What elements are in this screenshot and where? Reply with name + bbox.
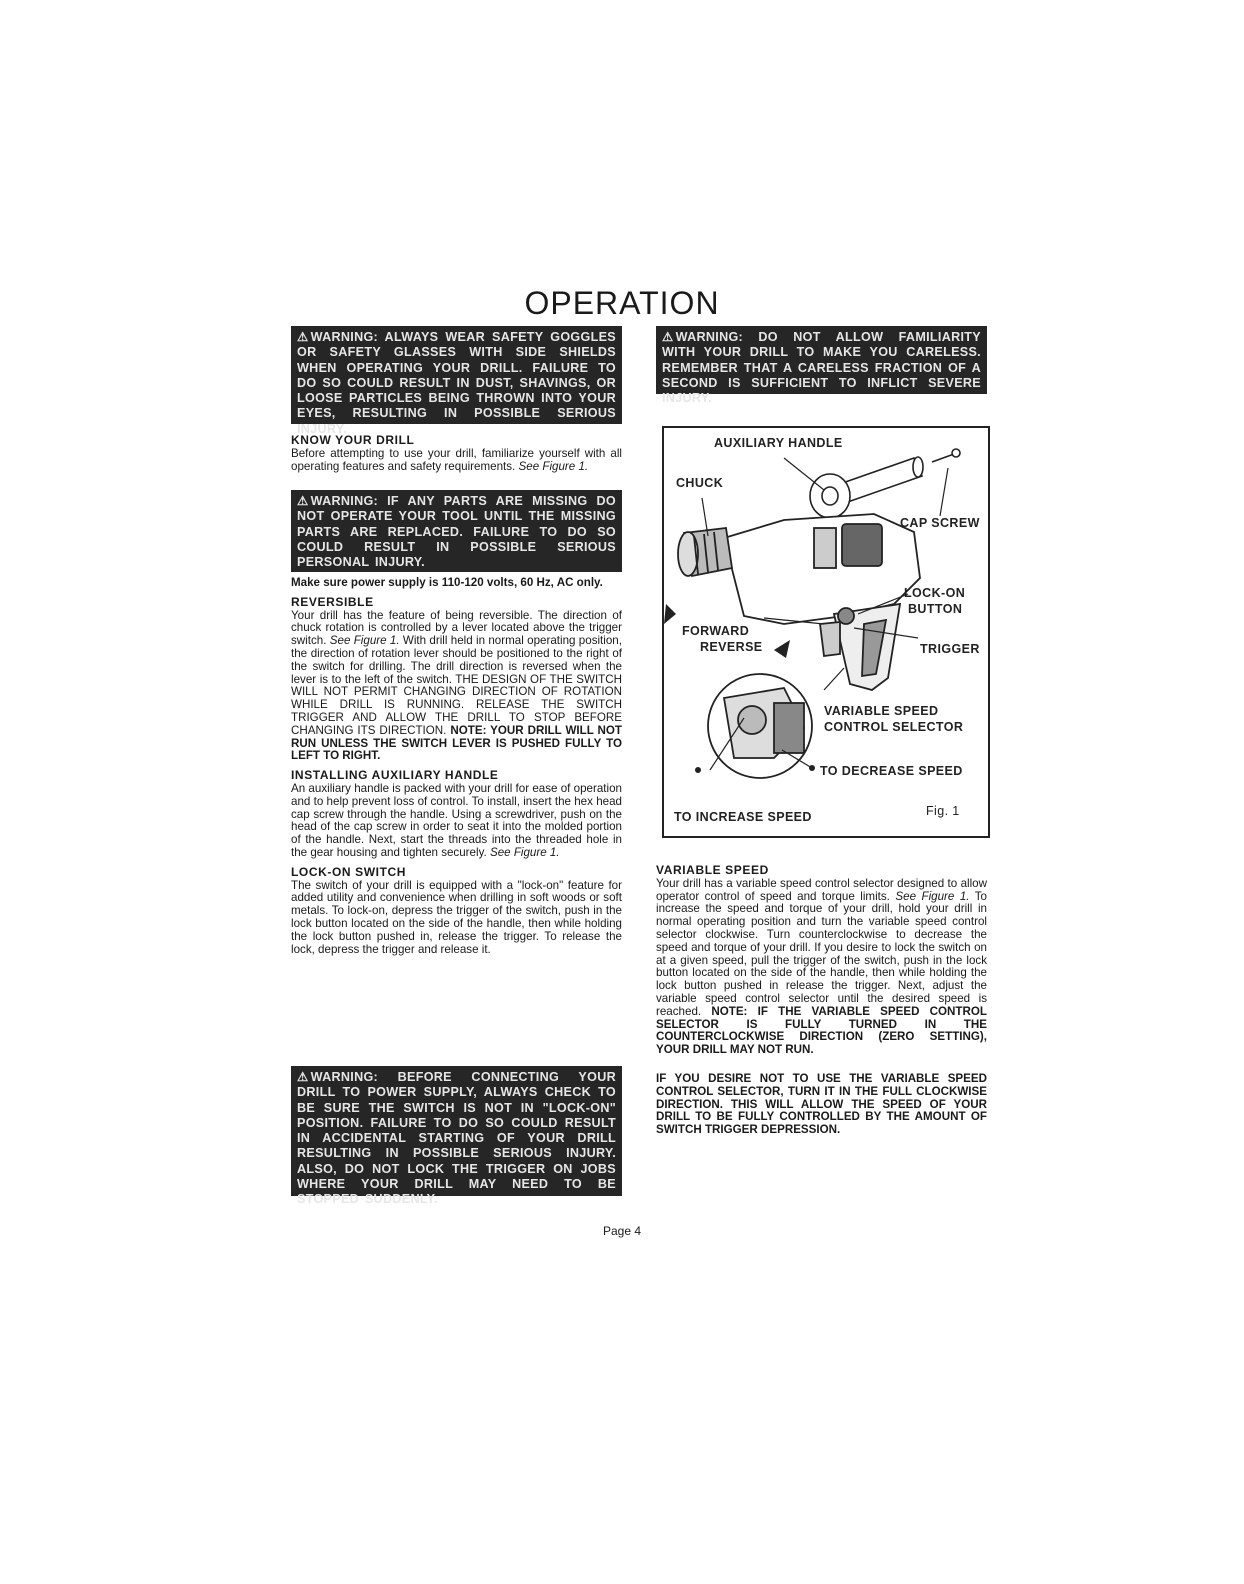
page-title: OPERATION bbox=[524, 285, 720, 321]
variable-speed-text: Your drill has a variable speed control selector designed to allow operator control of speed and torque limits. See Figure 1. To increase the speed and torque of your drill, hold your drill in normal operating position and turn the variable speed control selector clockwise. Turn counterclockwise to decrease the speed and torque of your drill. If you desire to lock the switch on at a given speed, pull the trigger of the switch, push in the lock button located on the side of the handle, then while holding the lock button pushed in release the trigger. Next, adjust the variable speed control selector until the desired speed is reached. NOTE: IF THE VARIABLE SPEED CONTROL SELECTOR IS FULLY TURNED IN THE COUNTERCLOCKWISE DIRECTION (ZERO SETTING), YOUR DRILL MAY NOT RUN. bbox=[656, 876, 988, 1057]
label-variable-speed: VARIABLE SPEED bbox=[824, 704, 939, 718]
warning-triangle-icon: ⚠ bbox=[297, 494, 309, 508]
section-heading: LOCK-ON SWITCH bbox=[291, 864, 407, 879]
label-cap-screw: CAP SCREW bbox=[900, 516, 980, 530]
label-chuck: CHUCK bbox=[676, 476, 724, 490]
body-text: Before attempting to use your drill, familiarize yourself with all operating features and safety requirements. bbox=[291, 446, 622, 473]
know-your-drill-section bbox=[291, 428, 622, 473]
warning-triangle-icon: ⚠ bbox=[297, 330, 309, 344]
label-forward: FORWARD bbox=[682, 624, 750, 638]
label-button: BUTTON bbox=[908, 602, 963, 616]
label-trigger: TRIGGER bbox=[920, 642, 980, 656]
reverse-arrow-icon bbox=[774, 640, 790, 658]
label-lock-on: LOCK-ON bbox=[904, 586, 966, 600]
auxiliary-handle-drawing bbox=[810, 449, 960, 518]
left-column-body bbox=[291, 577, 622, 956]
figure-reference: See Figure 1. bbox=[895, 889, 970, 903]
section-heading: VARIABLE SPEED bbox=[656, 863, 769, 877]
warning-safety-goggles bbox=[291, 326, 622, 436]
label-increase-speed: TO INCREASE SPEED bbox=[674, 810, 812, 824]
section-heading: KNOW YOUR DRILL bbox=[291, 433, 415, 447]
label-decrease-speed: TO DECREASE SPEED bbox=[820, 764, 963, 778]
figure-reference: See Figure 1. bbox=[489, 845, 560, 859]
lock-on-text: The switch of your drill is equipped with a "lock-on" feature for added utility and convenience when drilling in soft woods or soft metals. To lock-on, depress the trigger of the switch, push in the lock button located on the side of the handle, then while holding the lock button pushed in, release the trigger. To release the lock, depress the trigger and release it. bbox=[291, 878, 622, 956]
drill-body-drawing bbox=[678, 514, 920, 690]
reversible-note: NOTE: YOUR DRILL WILL NOT RUN UNLESS THE SWITCH LEVER IS PUSHED FULLY TO LEFT TO RIGHT. bbox=[291, 723, 623, 763]
label-auxiliary-handle: AUXILIARY HANDLE bbox=[714, 436, 843, 450]
reversible-text: Your drill has the feature of being reversible. The direction of chuck rotation is controlled by a lever located above the trigger switch. See Figure 1. With drill held in normal operating position, the direction of rotation lever should be positioned to the right of the switch for drilling. The drill direction is reversed when the lever is to the left of the switch. THE DESIGN OF THE SWITCH WILL NOT PERMIT CHANGING DIRECTION OF ROTATION WHILE DRILL IS RUNNING. RELEASE THE SWITCH TRIGGER AND ALLOW THE DRILL TO STOP BEFORE CHANGING ITS DIRECTION. NOTE: YOUR DRILL WILL NOT RUN UNLESS THE SWITCH LEVER IS PUSHED FULLY TO LEFT TO RIGHT. bbox=[291, 608, 623, 763]
selector-detail-drawing bbox=[708, 674, 812, 778]
warning-familiarity bbox=[656, 326, 987, 406]
figure-reference: See Figure 1. bbox=[518, 459, 589, 473]
figure-1-drill-diagram bbox=[662, 426, 990, 838]
section-heading: INSTALLING AUXILIARY HANDLE bbox=[291, 768, 499, 783]
warning-triangle-icon: ⚠ bbox=[297, 1070, 309, 1084]
decrease-dot-icon bbox=[809, 765, 815, 771]
variable-speed-note: NOTE: IF THE VARIABLE SPEED CONTROL SELECTOR IS FULLY TURNED IN THE COUNTERCLOCKWISE DIRECTION (ZERO SETTING), YOUR DRILL MAY NOT RUN. bbox=[656, 1004, 987, 1057]
warning-text: WARNING: ALWAYS WEAR SAFETY GOGGLES OR SAFETY GLASSES WITH SIDE SHIELDS WHEN OPERATING YOUR DRILL. FAILURE TO DO SO COULD RESULT IN DUST, SHAVINGS, OR LOOSE PARTICLES BEING THROWN INTO YOUR EYES, RESULTING IN POSSIBLE SERIOUS INJURY. bbox=[297, 330, 616, 436]
warning-triangle-icon: ⚠ bbox=[662, 330, 674, 344]
page-number: Page 4 bbox=[602, 1224, 642, 1238]
warning-missing-parts bbox=[291, 490, 622, 572]
label-reverse: REVERSE bbox=[700, 640, 763, 654]
warning-lock-on bbox=[291, 1066, 622, 1207]
warning-text: WARNING: DO NOT ALLOW FAMILIARITY WITH YOUR DRILL TO MAKE YOU CARELESS. REMEMBER THAT A CARELESS FRACTION OF A SECOND IS SUFFICIENT TO INFLICT SEVERE INJURY. bbox=[662, 330, 981, 406]
figure-reference: See Figure 1. bbox=[329, 634, 400, 648]
increase-dot-icon bbox=[695, 767, 701, 773]
aux-handle-text: An auxiliary handle is packed with your drill for ease of operation and to help prevent loss of control. To install, insert the hex head cap screw through the handle. Using a screwdriver, push on the head of the cap screw in order to seat it into the molded portion of the handle. Next, start the threads into the threaded hole in the gear housing and tighten securely. See Figure 1. bbox=[291, 781, 622, 859]
figure-caption: Fig. 1 bbox=[926, 804, 960, 818]
label-control-selector: CONTROL SELECTOR bbox=[824, 720, 964, 734]
variable-speed-section bbox=[656, 858, 987, 1137]
forward-arrow-icon bbox=[664, 604, 676, 624]
warning-text: WARNING: IF ANY PARTS ARE MISSING DO NOT OPERATE YOUR TOOL UNTIL THE MISSING PARTS ARE REPLACED. FAILURE TO DO SO COULD RESULT IN POSSIBLE SERIOUS PERSONAL INJURY. bbox=[297, 494, 616, 570]
power-supply-note: Make sure power supply is 110-120 volts, 60 Hz, AC only. bbox=[291, 576, 603, 589]
warning-text: WARNING: BEFORE CONNECTING YOUR DRILL TO POWER SUPPLY, ALWAYS CHECK TO BE SURE THE SWITCH IS NOT IN "LOCK-ON" POSITION. FAILURE TO DO SO COULD RESULT IN ACCIDENTAL STARTING OF YOUR DRILL RESULTING IN POSSIBLE SERIOUS INJURY. ALSO, DO NOT LOCK THE TRIGGER ON JOBS WHERE YOUR DRILL MAY NEED TO BE STOPPED SUDDENLY. bbox=[297, 1070, 616, 1207]
section-heading: REVERSIBLE bbox=[291, 594, 374, 609]
variable-speed-paragraph-2: IF YOU DESIRE NOT TO USE THE VARIABLE SPEED CONTROL SELECTOR, TURN IT IN THE FULL CLOCKWISE DIRECTION. THIS WILL ALLOW THE SPEED OF YOUR DRILL TO BE FULLY CONTROLLED BY THE AMOUNT OF SWITCH TRIGGER DEPRESSION. bbox=[656, 1071, 987, 1137]
